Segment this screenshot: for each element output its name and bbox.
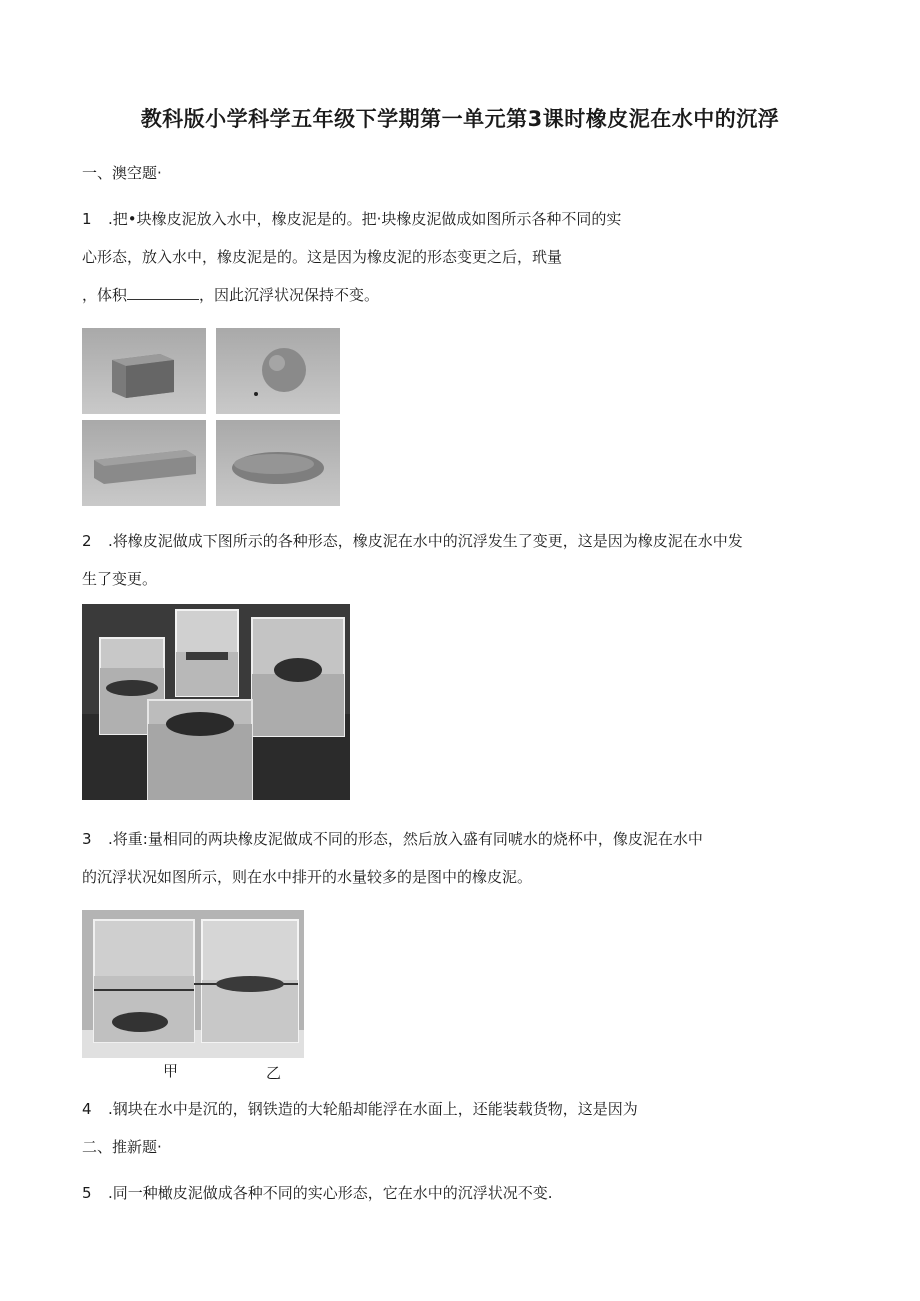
question-3-line-2: 的沉浮状况如图所示，则在水中排开的水量较多的是图中的橡皮泥。 — [82, 868, 533, 886]
clay-in-beaker — [274, 658, 322, 682]
question-2-line-1: 2 .将橡皮泥做成下图所示的各种形态，橡皮泥在水中的沉浮发生了变更，这是因为橡皮泥在水中发 — [82, 532, 743, 550]
answer-blank — [127, 287, 199, 300]
clay-in-beaker — [106, 680, 158, 696]
question-4-line-1: 4 .钢块在水中是沉的，钢铁造的大轮船却能浮在水面上，还能装载货物，这是因为 — [82, 1100, 638, 1118]
question-5-number: 5 — [82, 1184, 92, 1202]
question-5-line-1: 5 .同一种橄皮泥做成各种不同的实心形态，它在水中的沉浮状况不变. — [82, 1184, 553, 1202]
question-1-line-1: 1 .把•块橡皮泥放入水中，橡皮泥是的。把·块橡皮泥做成如图所示各种不同的实 — [82, 210, 622, 228]
label-yi: 乙 — [266, 1064, 282, 1082]
question-1-number: 1 — [82, 210, 92, 228]
question-1-line-2: 心形态，放入水中，橡皮泥是的。这是因为橡皮泥的形态变更之后，玳量 — [82, 248, 563, 266]
clay-floating — [216, 976, 284, 992]
section-fill-in-heading: 一、澳空题· — [82, 164, 162, 182]
question-2-number: 2 — [82, 532, 92, 550]
section-judgment-heading: 二、推新题· — [82, 1138, 162, 1156]
question-1-line-3: ，体积 ，因此沉浮状况保持不变。 — [82, 286, 380, 304]
figure-two-beakers — [82, 910, 304, 1058]
figure-clay-shapes — [82, 328, 340, 506]
clay-in-beaker — [186, 652, 228, 660]
figure-beakers-shapes — [82, 604, 350, 800]
question-3-number: 3 — [82, 830, 92, 848]
clay-sunk — [112, 1012, 168, 1032]
question-2-line-2: 生了变更。 — [82, 570, 158, 588]
page-title: 教科版小学科学五年级下学期第一单元第3课时橡皮泥在水中的沉浮 — [140, 107, 780, 131]
clay-in-beaker — [166, 712, 234, 736]
question-3-line-1: 3 .将重:量相同的两块橡皮泥做成不同的形态，然后放入盛有同唬水的烧杯中，像皮泥在水中 — [82, 830, 703, 848]
question-4-number: 4 — [82, 1100, 92, 1118]
clay-sphere — [262, 348, 306, 392]
label-jia: 甲 — [163, 1062, 179, 1080]
